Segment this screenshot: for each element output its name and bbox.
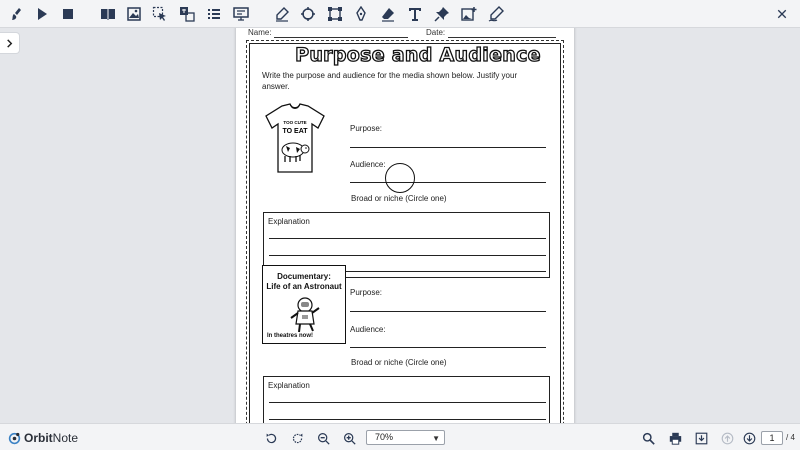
purpose-label-1: Purpose: [350,124,383,133]
explanation-box-2 [263,376,550,423]
name-label: Name: [248,28,272,37]
name-date-row [248,28,563,40]
app-logo: OrbitNote [8,430,78,446]
next-page-button[interactable] [740,429,758,447]
previous-page-button[interactable] [718,429,736,447]
image-icon[interactable] [124,4,144,24]
chevron-down-icon: ▼ [432,434,440,443]
name-line [274,37,408,38]
explanation-label-1: Explanation [268,217,310,226]
print-icon [669,432,682,445]
zoom-in-button[interactable] [340,429,358,447]
rotate-left-icon [265,432,278,445]
date-line [448,37,556,38]
document-viewport[interactable] [0,28,800,423]
svg-text:TOO CUTE: TOO CUTE [283,120,307,125]
page-total: / 4 [786,433,795,442]
add-image-icon[interactable] [459,4,479,24]
list-icon[interactable] [204,4,224,24]
svg-text:TO EAT: TO EAT [282,128,308,135]
rotate-right-button[interactable] [288,429,306,447]
shape-icon[interactable] [325,4,345,24]
document-page [236,28,574,423]
download-button[interactable] [692,429,710,447]
purpose-label-2: Purpose: [350,288,383,297]
translate-icon[interactable] [177,4,197,24]
top-toolbar [0,0,800,28]
stop-icon[interactable] [58,4,78,24]
audience-line-1 [350,182,546,183]
text-icon[interactable] [405,4,425,24]
pin-icon[interactable] [432,4,452,24]
broad-niche-label-1: Broad or niche (Circle one) [351,194,447,203]
move-icon[interactable] [298,4,318,24]
page-number-input[interactable]: 1 [761,431,783,445]
zoom-in-icon [343,432,356,445]
explanation-label-2: Explanation [268,381,310,390]
sign-icon[interactable] [486,4,506,24]
pen-icon[interactable] [351,4,371,24]
bottom-toolbar [0,423,800,450]
documentary-poster [262,265,346,344]
poster-title: Documentary: Life of an Astronaut [266,272,342,291]
zoom-out-button[interactable] [314,429,332,447]
poster-footer: In theatres now! [267,333,314,339]
purpose-line-2 [350,311,546,312]
rotate-left-button[interactable] [262,429,280,447]
arrow-up-circle-icon [721,432,734,445]
close-icon[interactable] [772,4,792,24]
search-button[interactable] [639,429,657,447]
audience-label-2: Audience: [350,325,386,334]
download-icon [695,432,708,445]
play-icon[interactable] [32,4,52,24]
astronaut-icon [287,296,327,334]
purpose-line-1 [350,147,546,148]
zoom-select[interactable]: 70% ▼ [366,430,445,445]
highlighter-icon[interactable] [272,4,292,24]
audience-label-1: Audience: [350,160,386,169]
audience-line-2 [350,347,546,348]
date-label: Date: [426,28,446,37]
tshirt-image [262,102,328,176]
worksheet-instructions: Write the purpose and audience for the media shown below. Justify your answer. [262,71,518,91]
book-icon[interactable] [98,4,118,24]
select-icon[interactable] [150,4,170,24]
arrow-down-circle-icon [743,432,756,445]
eraser-icon[interactable] [378,4,398,24]
broad-niche-label-2: Broad or niche (Circle one) [351,358,447,367]
worksheet-title: Purpose and Audience [295,44,541,66]
circle-annotation[interactable] [385,163,415,193]
zoom-out-icon [317,432,330,445]
present-icon[interactable] [231,4,251,24]
rotate-right-icon [291,432,304,445]
search-icon [642,432,655,445]
print-button[interactable] [666,429,684,447]
orbitnote-logo-icon [8,432,21,445]
brush-icon[interactable] [8,4,28,24]
